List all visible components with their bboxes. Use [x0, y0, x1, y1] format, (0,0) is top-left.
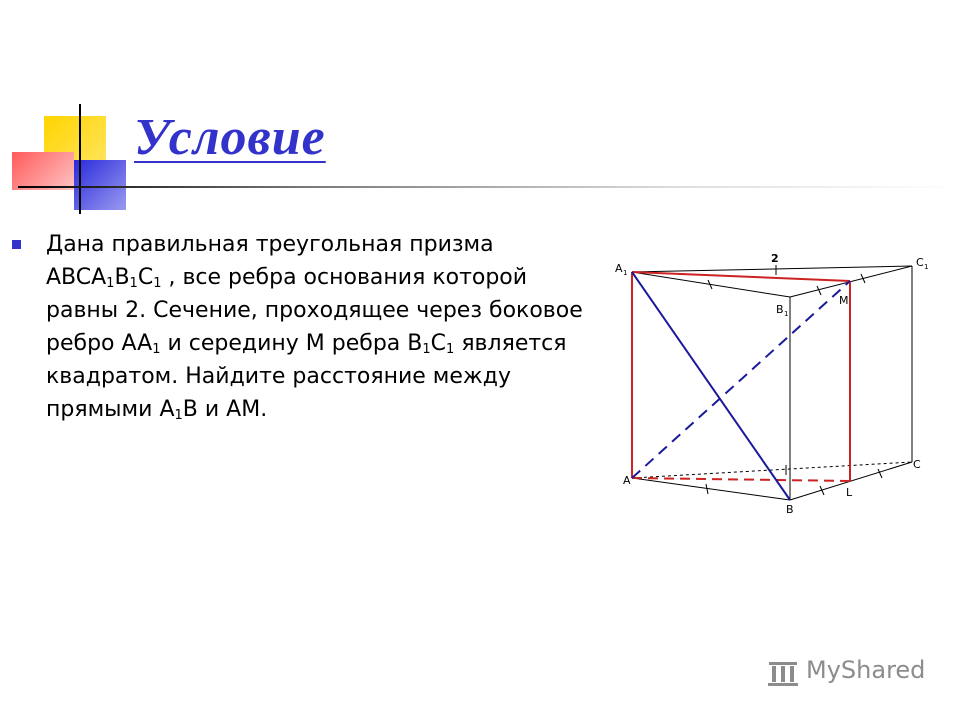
myshared-logo [766, 654, 936, 694]
section-A-L-hidden [632, 478, 850, 481]
label-A1: A [615, 262, 623, 275]
label-A1-sub: 1 [623, 269, 628, 277]
slide-title: Условие [134, 109, 326, 166]
label-C1-sub: 1 [924, 263, 929, 271]
edge-A1-C1 [632, 266, 912, 272]
problem-text: Дана правильная треугольная призма $ABCA_1B_1C_1$ , все ребра основания которой равны 2. Сечение, проходящее через боковое ребро $AA_1$ и середину M ребра $B_1C_1$ является квадратом. Найдите расстояние между прямыми $A_1B$ и AM. [46, 232, 583, 423]
label-L: L [846, 486, 853, 499]
logo-text: MyShared [806, 656, 926, 684]
edge-A-B [632, 478, 790, 500]
label-M: M [839, 294, 849, 307]
line-A-M [632, 281, 850, 478]
line-A1-B [632, 272, 790, 500]
label-C1: C [916, 256, 924, 269]
label-B1: B [776, 303, 784, 316]
section-A1-M [632, 272, 850, 281]
label-C: C [913, 458, 921, 471]
label-A: A [623, 474, 631, 487]
tick-LC [878, 469, 882, 478]
label-2: 2 [771, 252, 779, 265]
label-B1-sub: 1 [784, 310, 789, 318]
label-B: B [786, 503, 794, 516]
building-icon [766, 656, 802, 690]
